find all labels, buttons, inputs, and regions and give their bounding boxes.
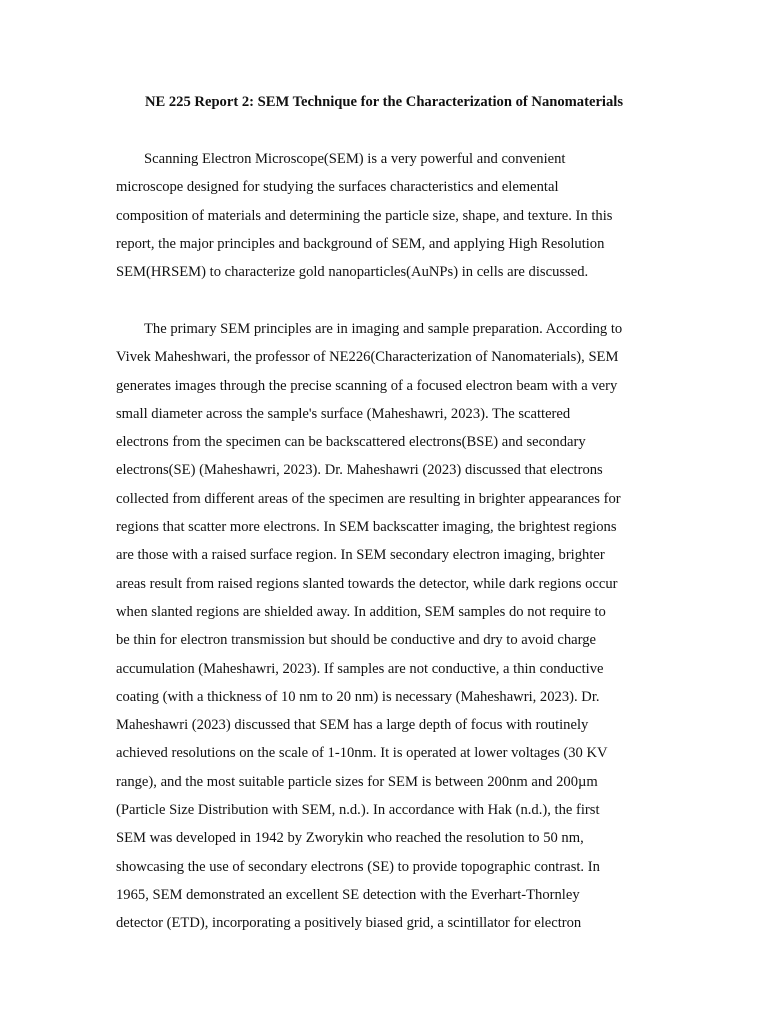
text-line: SEM(HRSEM) to characterize gold nanoparticles(AuNPs) in cells are discussed. xyxy=(116,264,589,281)
text-line: Maheshawri (2023) discussed that SEM has a large depth of focus with routinely xyxy=(116,717,589,734)
text-line: electrons(SE) (Maheshawri, 2023). Dr. Maheshawri (2023) discussed that electrons xyxy=(116,462,603,479)
text-line: small diameter across the sample's surface (Maheshawri, 2023). The scattered xyxy=(116,405,571,422)
text-line: Scanning Electron Microscope(SEM) is a very powerful and convenient xyxy=(144,151,566,167)
text-line: range), and the most suitable particle sizes for SEM is between 200nm and 200µm xyxy=(116,773,598,790)
text-line: collected from different areas of the specimen are resulting in brighter appearances for xyxy=(116,490,621,507)
text-line: SEM was developed in 1942 by Zworykin who reached the resolution to 50 nm, xyxy=(116,830,584,847)
text-line: when slanted regions are shielded away. In addition, SEM samples do not require to xyxy=(116,603,606,620)
text-line: The primary SEM principles are in imaging and sample preparation. According to xyxy=(144,321,623,337)
text-line: coating (with a thickness of 10 nm to 20 nm) is necessary (Maheshawri, 2023). Dr. xyxy=(116,688,600,705)
text-line: report, the major principles and background of SEM, and applying High Resolution xyxy=(116,235,605,252)
text-line: achieved resolutions on the scale of 1-10nm. It is operated at lower voltages (30 KV xyxy=(116,745,608,762)
text-line: areas result from raised regions slanted towards the detector, while dark regions occur xyxy=(116,575,618,592)
text-line: are those with a raised surface region. In SEM secondary electron imaging, brighter xyxy=(116,547,605,564)
text-line: (Particle Size Distribution with SEM, n.d.). In accordance with Hak (n.d.), the first xyxy=(116,802,600,819)
text-line: generates images through the precise scanning of a focused electron beam with a very xyxy=(116,377,618,394)
page-title: NE 225 Report 2: SEM Technique for the Characterization of Nanomaterials xyxy=(144,94,624,110)
text-line: microscope designed for studying the surfaces characteristics and elemental xyxy=(116,179,559,196)
text-line: 1965, SEM demonstrated an excellent SE detection with the Everhart-Thornley xyxy=(116,886,580,903)
text-line: regions that scatter more electrons. In SEM backscatter imaging, the brightest regions xyxy=(116,519,617,536)
paragraph-sem-principles xyxy=(116,315,654,938)
text-line: be thin for electron transmission but should be conductive and dry to avoid charge xyxy=(116,632,596,649)
text-line: electrons from the specimen can be backscattered electrons(BSE) and secondary xyxy=(116,434,586,451)
text-line: accumulation (Maheshawri, 2023). If samples are not conductive, a thin conductive xyxy=(116,660,604,677)
text-line: composition of materials and determining the particle size, shape, and texture. In this xyxy=(116,207,613,224)
text-line: showcasing the use of secondary electrons (SE) to provide topographic contrast. In xyxy=(116,858,600,875)
text-line: detector (ETD), incorporating a positively biased grid, a scintillator for electron xyxy=(116,915,582,932)
text-line: Vivek Maheshwari, the professor of NE226(Characterization of Nanomaterials), SEM xyxy=(116,349,619,366)
paragraph-introduction xyxy=(116,145,654,286)
